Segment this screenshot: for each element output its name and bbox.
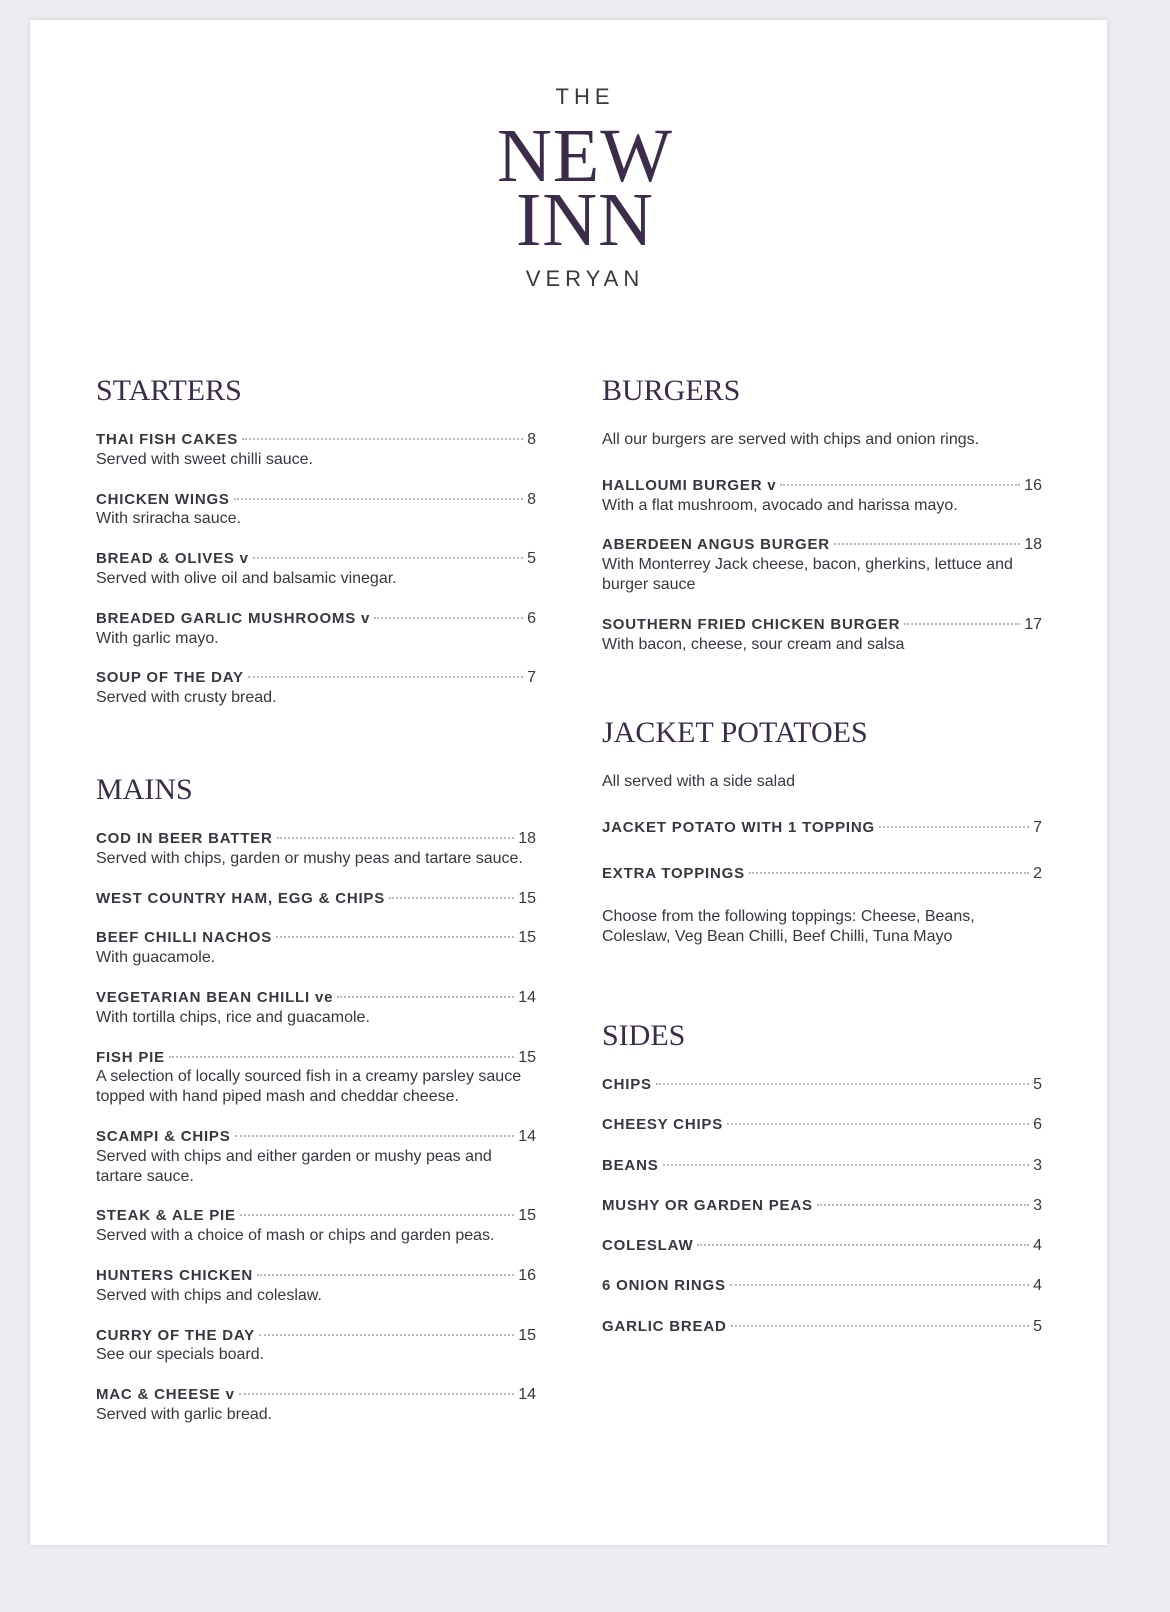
menu-item-row: [96, 1127, 536, 1147]
menu-item: [602, 1236, 1042, 1256]
menu-item-row: [602, 615, 1042, 635]
dot-leader: [727, 1123, 1029, 1125]
item-price: 15: [518, 1207, 536, 1225]
menu-item: [602, 1156, 1042, 1176]
menu-item-row: [602, 1156, 1042, 1176]
dot-leader: [169, 1056, 514, 1058]
item-description: With garlic mayo.: [96, 629, 219, 647]
item-price: 6: [1033, 1116, 1042, 1134]
dot-leader: [242, 438, 523, 440]
menu-item-row: [96, 668, 536, 688]
item-name: MUSHY OR GARDEN PEAS: [602, 1196, 813, 1214]
item-description: See our specials board.: [96, 1346, 265, 1364]
dot-leader: [374, 617, 523, 619]
menu-item-row: [602, 1276, 1042, 1296]
item-price: 18: [518, 830, 536, 847]
item-name: HALLOUMI BURGER v: [602, 476, 777, 494]
item-price: 15: [518, 929, 536, 947]
dot-leader: [780, 484, 1020, 486]
item-price: 6: [527, 609, 536, 627]
section-burgers: [602, 374, 1042, 674]
item-name: BEEF CHILLI NACHOS: [96, 929, 273, 947]
item-name: CHICKEN WINGS: [96, 490, 230, 508]
dot-leader: [389, 897, 514, 899]
menu-item-row: [96, 988, 536, 1008]
dot-leader: [656, 1083, 1029, 1085]
menu-item-row: [602, 1236, 1042, 1256]
dot-leader: [235, 1135, 515, 1137]
item-price: 16: [518, 1266, 536, 1284]
menu-item-row: [602, 864, 1042, 884]
menu-item: [602, 535, 1042, 594]
item-description: With guacamole.: [96, 949, 216, 967]
item-description: Served with garlic bread.: [96, 1405, 273, 1423]
menu-item-row: [602, 1196, 1042, 1216]
section-title: JACKET POTATOES: [602, 716, 868, 749]
menu-item-row: [96, 1266, 536, 1286]
item-price: 17: [1024, 615, 1042, 633]
menu-item-row: [96, 549, 536, 569]
item-price: 4: [1033, 1277, 1042, 1295]
dot-leader: [697, 1244, 1029, 1246]
menu-item: [96, 1266, 536, 1306]
item-description: Served with chips and either garden or mushy peas and tartare sauce.: [96, 1147, 492, 1185]
dot-leader: [276, 936, 514, 938]
menu-item-row: [96, 889, 536, 909]
section-mains: [96, 773, 536, 1445]
menu-item-row: [602, 476, 1042, 496]
item-price: 5: [1033, 1076, 1042, 1093]
menu-item: [96, 1127, 536, 1186]
item-description: With sriracha sauce.: [96, 510, 241, 528]
item-price: 14: [518, 1386, 536, 1404]
item-description: Served with olive oil and balsamic vinegar.: [96, 569, 397, 587]
logo-the: THE: [555, 84, 615, 109]
menu-item-row: [96, 1385, 536, 1405]
menu-item: [602, 476, 1042, 516]
menu-item: [96, 490, 536, 530]
menu-item-row: [96, 490, 536, 510]
item-price: 8: [527, 431, 536, 448]
item-description: A selection of locally sourced fish in a creamy parsley sauce topped with hand piped mash and cheddar cheese.: [96, 1068, 522, 1106]
item-description: Served with crusty bread.: [96, 689, 277, 707]
logo-inn: INN: [515, 178, 655, 262]
item-name: COD IN BEER BATTER: [96, 830, 273, 847]
item-price: 14: [518, 1127, 536, 1145]
dot-leader: [730, 1284, 1029, 1286]
item-description: With a flat mushroom, avocado and harissa mayo.: [602, 496, 958, 514]
item-description: Served with chips and coleslaw.: [96, 1286, 322, 1304]
item-name: COLESLAW: [602, 1237, 694, 1255]
dot-leader: [879, 826, 1029, 828]
logo-location: VERYAN: [525, 266, 645, 291]
item-name: WEST COUNTRY HAM, EGG & CHIPS: [96, 889, 386, 907]
item-description: With bacon, cheese, sour cream and salsa: [602, 635, 905, 653]
dot-leader: [277, 837, 515, 839]
menu-item: [96, 889, 536, 909]
menu-item-row: [602, 1115, 1042, 1135]
menu-item: [602, 1276, 1042, 1296]
item-price: 7: [527, 669, 536, 687]
section-title: SIDES: [602, 1019, 686, 1052]
menu-item-row: [96, 430, 536, 450]
menu-item-row: [96, 829, 536, 849]
menu-item: [96, 1206, 536, 1246]
item-name: GARLIC BREAD: [602, 1317, 727, 1335]
item-name: SCAMPI & CHIPS: [96, 1127, 231, 1145]
item-name: SOUTHERN FRIED CHICKEN BURGER: [602, 615, 901, 633]
menu-item: [602, 1196, 1042, 1216]
menu-item-row: [96, 1048, 536, 1068]
section-title: BURGERS: [602, 374, 741, 407]
menu-item: [96, 829, 536, 869]
item-name: CHEESY CHIPS: [602, 1116, 724, 1134]
item-price: 15: [518, 1048, 536, 1066]
menu-item: [96, 928, 536, 968]
menu-item-row: [602, 818, 1042, 838]
section-jacket-potatoes: [602, 716, 1042, 973]
item-price: 15: [518, 889, 536, 907]
item-name: BREADED GARLIC MUSHROOMS v: [96, 609, 371, 627]
dot-leader: [834, 543, 1020, 545]
menu-item-row: [96, 1326, 536, 1346]
menu-item: [602, 615, 1042, 655]
item-description: With Monterrey Jack cheese, bacon, gherkins, lettuce and burger sauce: [602, 556, 1013, 593]
item-name: ABERDEEN ANGUS BURGER: [602, 536, 830, 554]
section-intro: All served with a side salad: [602, 773, 795, 790]
item-description: Served with chips, garden or mushy peas and tartare sauce.: [96, 849, 523, 867]
item-name: CURRY OF THE DAY: [96, 1326, 255, 1344]
dot-leader: [817, 1204, 1029, 1206]
dot-leader: [731, 1325, 1029, 1327]
item-name: FISH PIE: [96, 1048, 165, 1066]
menu-item: [96, 1385, 536, 1425]
menu-item: [96, 609, 536, 649]
dot-leader: [253, 557, 523, 559]
menu-item: [602, 1317, 1042, 1337]
item-description: With tortilla chips, rice and guacamole.: [96, 1008, 370, 1026]
item-name: CHIPS: [602, 1076, 652, 1093]
dot-leader: [904, 623, 1020, 625]
item-name: STEAK & ALE PIE: [96, 1207, 236, 1225]
menu-item-row: [602, 1317, 1042, 1337]
dot-leader: [257, 1274, 514, 1276]
section-title: MAINS: [96, 773, 193, 806]
section-starters: [96, 374, 536, 728]
dot-leader: [248, 676, 523, 678]
menu-item-row: [96, 1206, 536, 1226]
menu-item-row: [96, 928, 536, 948]
item-price: 7: [1033, 818, 1042, 836]
menu-item: [602, 1075, 1042, 1095]
item-price: 5: [1033, 1317, 1042, 1335]
menu-item-row: [602, 535, 1042, 555]
menu-item: [602, 818, 1042, 838]
item-price: 2: [1033, 864, 1042, 882]
section-title: STARTERS: [96, 374, 242, 407]
item-name: VEGETARIAN BEAN CHILLI ve: [96, 988, 334, 1006]
dot-leader: [234, 498, 523, 500]
menu-item: [96, 430, 536, 470]
item-name: 6 ONION RINGS: [602, 1277, 726, 1295]
dot-leader: [259, 1334, 514, 1336]
dot-leader: [337, 996, 514, 998]
menu-item: [96, 988, 536, 1028]
item-name: BREAD & OLIVES v: [96, 550, 249, 568]
item-price: 14: [518, 988, 536, 1006]
toppings-note: Choose from the following toppings: Cheese, Beans, Coleslaw, Veg Bean Chilli, Beef Chilli, Tuna Mayo: [602, 908, 975, 946]
menu-item: [96, 549, 536, 589]
menu-item-row: [602, 1075, 1042, 1095]
item-price: 5: [527, 550, 536, 568]
logo-new: NEW: [496, 114, 674, 198]
item-price: 3: [1033, 1196, 1042, 1214]
item-price: 4: [1033, 1237, 1042, 1255]
item-name: THAI FISH CAKES: [96, 431, 239, 448]
item-description: Served with a choice of mash or chips and garden peas.: [96, 1227, 495, 1245]
dot-leader: [240, 1214, 514, 1216]
menu-item: [96, 1326, 536, 1366]
dot-leader: [663, 1164, 1030, 1166]
item-name: BEANS: [602, 1156, 659, 1174]
item-name: SOUP OF THE DAY: [96, 669, 244, 687]
menu-item: [602, 864, 1042, 884]
item-name: MAC & CHEESE v: [96, 1386, 235, 1404]
menu-item: [96, 668, 536, 708]
item-description: Served with sweet chilli sauce.: [96, 450, 313, 468]
item-price: 3: [1033, 1156, 1042, 1174]
item-name: HUNTERS CHICKEN: [96, 1266, 254, 1284]
item-price: 16: [1024, 476, 1042, 494]
item-price: 8: [527, 490, 536, 508]
item-name: JACKET POTATO WITH 1 TOPPING: [602, 818, 875, 836]
section-intro: All our burgers are served with chips and onion rings.: [602, 431, 980, 448]
menu-item: [96, 1048, 536, 1107]
dot-leader: [749, 872, 1029, 874]
item-price: 15: [518, 1326, 536, 1344]
menu-item-row: [96, 609, 536, 629]
item-price: 18: [1024, 536, 1042, 554]
dot-leader: [239, 1393, 514, 1395]
item-name: EXTRA TOPPINGS: [602, 864, 745, 882]
section-sides: [602, 1019, 1042, 1357]
menu-item: [602, 1115, 1042, 1135]
